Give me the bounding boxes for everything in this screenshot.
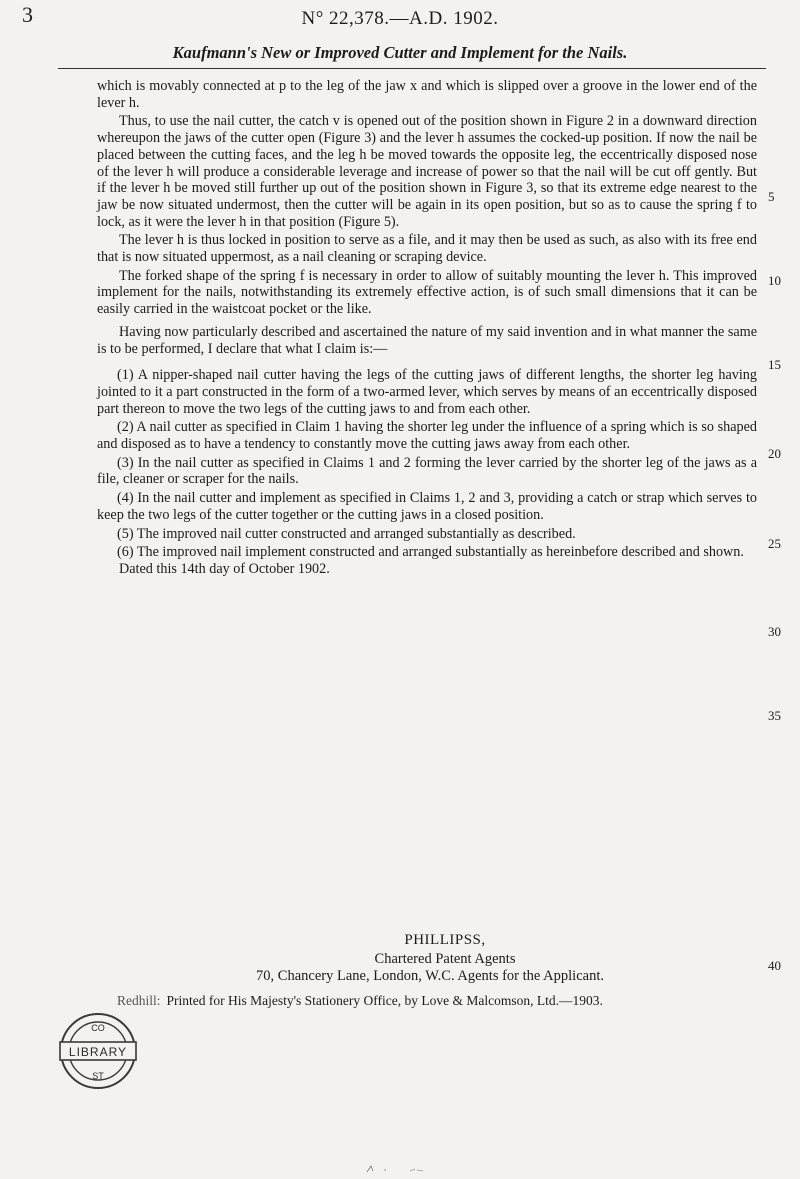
printer-line [117,993,603,1009]
library-stamp [58,1011,138,1091]
line-number: 20 [768,446,781,461]
line-number: 30 [768,624,781,639]
claim: (1) A nipper-shaped nail cutter having the legs of the cutting jaws of different lengths, the shorter leg having jointed to it a part constructed in the form of a two-armed lever, which serves by means of an eccentrically disposed part thereon to move the two legs of the cutting jaws to and from each other. [97,367,757,417]
printer-text: Printed for His Majesty's Stationery Office, by Love & Malcomson, Ltd.—1903. [166,993,603,1008]
line-number: 40 [768,958,781,973]
stamp-bottom-text: ST [92,1071,104,1081]
paragraph: The lever h is thus locked in position to serve as a file, and it may then be used as such, as also with its free end that is now situated uppermost, as a nail cleaning or scraping device. [97,232,757,266]
claim: (6) The improved nail implement constructed and arranged substantially as hereinbefore described and shown. [117,544,744,561]
agent-address: 70, Chancery Lane, London, W.C. Agents for the Applicant. [256,968,604,984]
claims-list [97,367,757,561]
stamp-label: LIBRARY [68,1045,128,1059]
paragraph: The forked shape of the spring f is necessary in order to allow of suitably mounting the lever h. This improved implement for the nails, notwithstanding its extremely effective action, is of such small dimensions that it can be easily carried in the waistcoat pocket or the like. [97,267,757,318]
claim: (2) A nail cutter as specified in Claim 1 having the shorter leg under the influence of a spring which is so shaped and disposed as to have a tendency to constantly move the cutting jaws away from each other. [97,419,757,453]
page-number: 3 [22,2,33,27]
paragraph: Having now particularly described and ascertained the nature of my said invention and in what manner the same is to be performed, I declare that what I claim is:— [97,323,757,357]
paragraph: which is movably connected at p to the leg of the jaw x and which is slipped over a groove in the lower end of the lever h. [97,78,757,111]
paper-specks [365,1162,485,1174]
agent-title: Chartered Patent Agents [374,951,516,967]
patent-header: N° 22,378.—A.D. 1902. [301,8,499,29]
agent-name: PHILLIPSS, [404,932,486,948]
line-number: 10 [768,273,781,288]
document-title: Kaufmann's New or Improved Cutter and Implement for the Nails. [172,43,628,62]
line-number: 5 [768,189,775,204]
line-number: 15 [768,357,781,372]
line-number: 25 [768,536,781,551]
body-text [97,78,757,578]
claim: (4) In the nail cutter and implement as specified in Claims 1, 2 and 3, providing a catch or strap which serves to keep the two legs of the cutter together or the cutting jaws in a closed position. [97,490,757,523]
title-rule [58,68,766,69]
printer-location: Redhill: [117,993,161,1008]
paragraph: Thus, to use the nail cutter, the catch v is opened out of the position shown in Figure 2 in a downward direction whereupon the jaws of the cutter open (Figure 3) and the lever h assumes the cocked-up position. If now the nail be placed between the cutting faces, and the leg h be moved towards the opposite leg, the eccentrically disposed nose of the lever h will produce a considerable leverage and increase of power so that the nail will be cut off gently. But if the lever h be moved still further up out of the position shown in Figure 3, so that its extreme edge nearest to the jaw be now situated undermost, then the cutter will be again in its open position, but so as to cause the spring f to lock, as it were the lever h in that position (Figure 5). [97,113,757,230]
line-number: 35 [768,708,781,723]
claim: (5) The improved nail cutter constructed and arranged substantially as described. [117,525,576,542]
claim: (3) In the nail cutter as specified in Claims 1 and 2 forming the lever carried by the shorter leg of the jaws as a file, cleaner or scraper for the nails. [97,454,757,488]
stamp-top-text: CO [91,1023,105,1033]
dated-line: Dated this 14th day of October 1902. [119,560,330,577]
